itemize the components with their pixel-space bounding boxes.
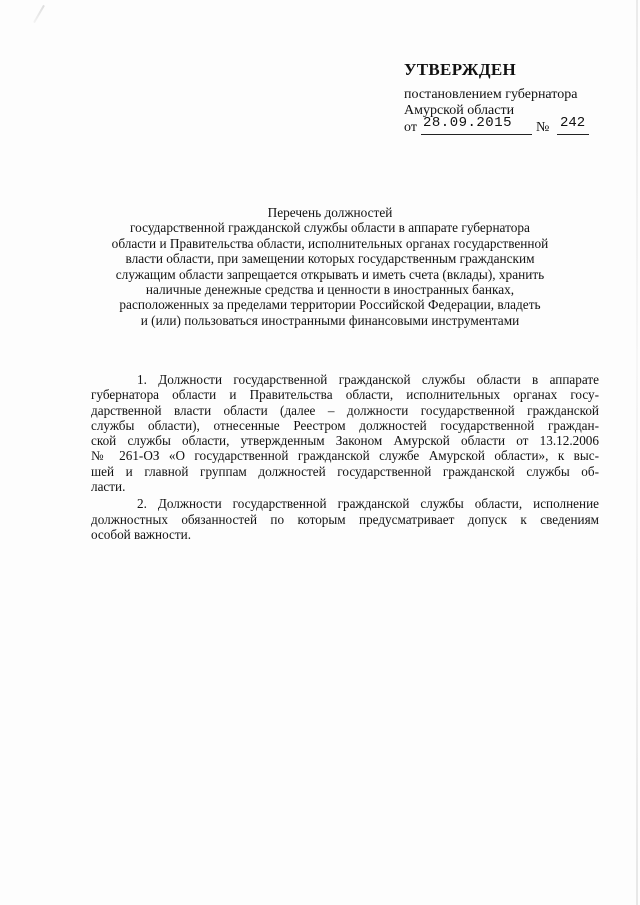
date-underline <box>421 134 532 135</box>
title-line: Перечень должностей <box>267 205 393 220</box>
scan-artifact <box>33 5 45 23</box>
body-line: ласти. <box>91 479 126 495</box>
approval-stamp-block <box>404 58 624 139</box>
number-underline <box>557 134 589 135</box>
body-line: № 261-ОЗ «О государственной гражданской службе Амурской области», к выс- <box>91 448 599 464</box>
document-title <box>60 205 600 328</box>
approval-title: УТВЕРЖДЕН <box>404 60 517 79</box>
title-line: государственной гражданской службы области в аппарате губернатора <box>130 220 530 236</box>
body-line: должностных обязанностей по которым предусматривает допуск к сведениям <box>91 511 599 527</box>
body-line: ской службы области, утвержденным Законом Амурской области от 13.12.2006 <box>91 433 599 449</box>
approval-date-row <box>404 115 624 139</box>
paragraph-item-1 <box>91 372 599 494</box>
approval-line-decree: постановлением губернатора <box>404 87 578 102</box>
title-line: области и Правительства области, исполнительных органах государственной <box>111 235 549 251</box>
title-line: власти области, при замещении которых государственным гражданским <box>125 251 535 267</box>
title-line: наличные денежные средства и ценности в иностранных банках, <box>145 282 515 298</box>
date-prefix: от <box>404 120 417 135</box>
decree-number: 242 <box>560 115 586 131</box>
paragraph-item-2 <box>91 496 599 542</box>
title-line: служащим области запрещается открывать и иметь счета (вклады), хранить <box>115 266 545 282</box>
title-line: расположенных за пределами территории Российской Федерации, владеть <box>119 297 541 313</box>
decree-date: 28.09.2015 <box>423 115 513 131</box>
body-line: 1. Должности государственной гражданской службы области в аппарате <box>137 372 599 387</box>
number-sign: № <box>536 120 550 135</box>
body-line: губернатора области и Правительства области, исполнительных органах госу- <box>91 387 599 403</box>
body-line: 2. Должности государственной гражданской службы области, исполнение <box>137 496 599 512</box>
body-line: службы области), отнесенные Реестром должностей государственной граждан- <box>91 417 599 433</box>
title-line: и (или) пользоваться иностранными финансовыми инструментами <box>140 312 520 328</box>
approval-line-region: Амурской области <box>404 103 515 118</box>
body-line: дарственной власти области (далее – должности государственной гражданской <box>91 402 599 418</box>
scan-edge <box>636 0 638 905</box>
document-body <box>91 372 599 542</box>
body-line: шей и главной группам должностей государственной гражданской службы об- <box>91 463 599 479</box>
body-line: особой важности. <box>91 526 191 542</box>
